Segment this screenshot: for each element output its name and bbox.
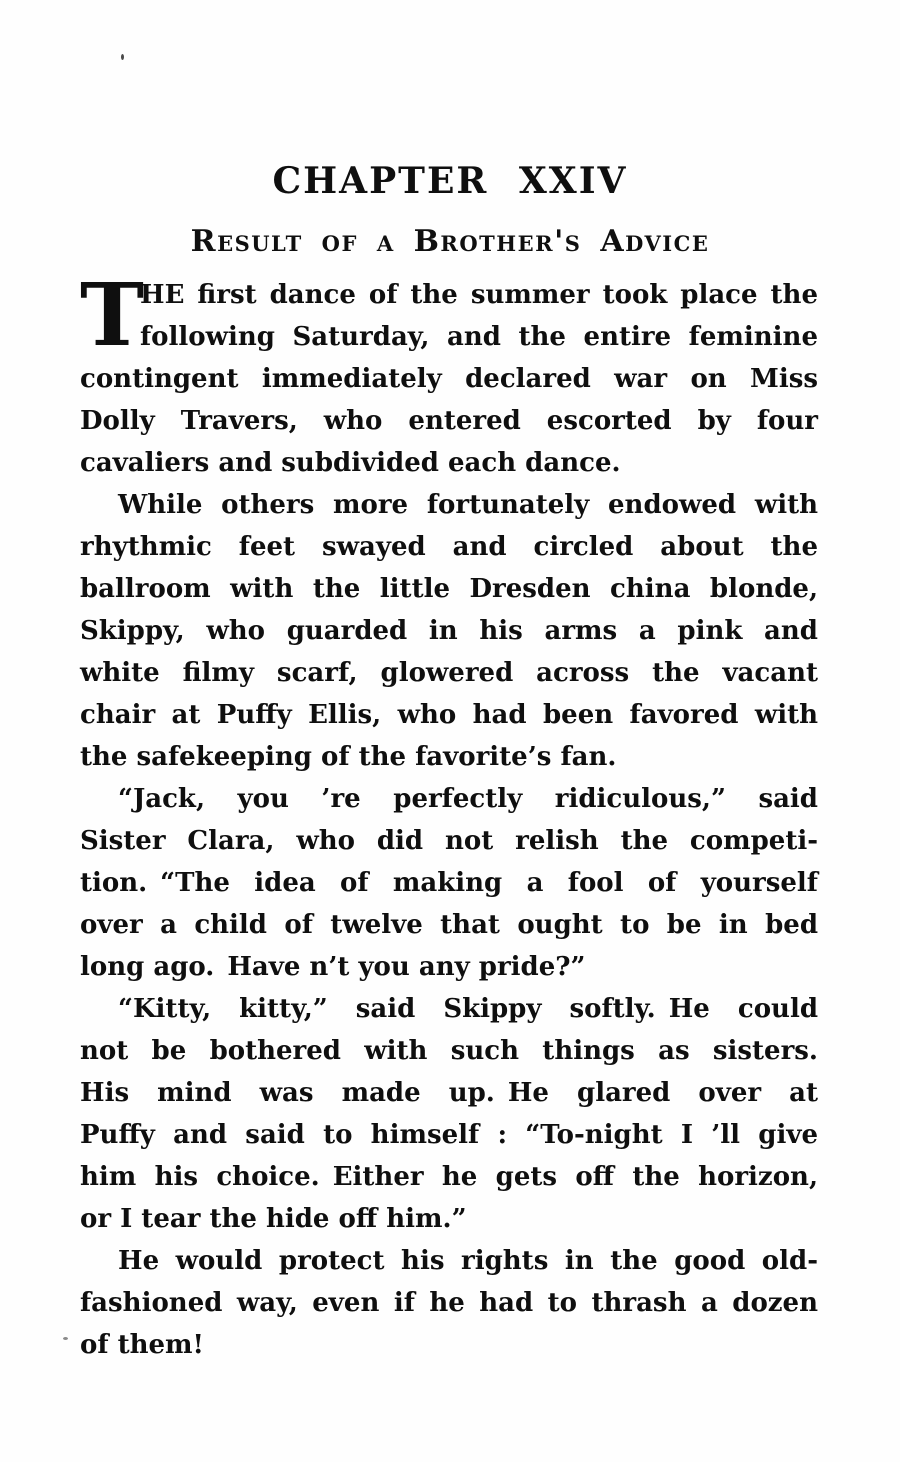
text-line: Skippy, who guarded in his arms a pink and <box>80 616 818 646</box>
text-line: While others more fortunately endowed with <box>118 490 818 520</box>
text-line: HE first dance of the summer took place the <box>140 280 818 310</box>
paragraph-4 <box>80 988 818 1240</box>
text-line: He would protect his rights in the good old- <box>118 1246 818 1276</box>
text-line: chair at Puffy Ellis, who had been favored with <box>80 700 818 730</box>
text-line: white filmy scarf, glowered across the vacant <box>80 658 818 688</box>
text-line: him his choice. Either he gets off the horizon, <box>80 1162 818 1192</box>
text-line: over a child of twelve that ought to be in bed <box>80 910 818 940</box>
text-line: “Kitty, kitty,” said Skippy softly. He could <box>118 994 818 1024</box>
drop-cap: T <box>80 265 144 366</box>
text-line: ballroom with the little Dresden china blonde, <box>80 574 818 604</box>
text-line: not be bothered with such things as sisters. <box>80 1036 818 1066</box>
text-line: cavaliers and subdivided each dance. <box>80 448 621 478</box>
text-line: the safekeeping of the favorite’s fan. <box>80 742 617 772</box>
text-line: or I tear the hide off him.” <box>80 1204 467 1234</box>
body-text <box>80 265 818 1366</box>
text-line: rhythmic feet swayed and circled about the <box>80 532 818 562</box>
text-line: “Jack, you ’re perfectly ridiculous,” said <box>118 784 818 814</box>
text-line: Dolly Travers, who entered escorted by four <box>80 406 818 436</box>
text-line: Puffy and said to himself : “To-night I ’ll give <box>80 1120 818 1150</box>
text-line: following Saturday, and the entire feminine <box>140 322 818 352</box>
chapter-heading: CHAPTER XXIV <box>272 160 628 202</box>
text-line: of them! <box>80 1330 204 1360</box>
paragraph-1 <box>80 265 818 484</box>
text-line: Sister Clara, who did not relish the competi- <box>80 826 818 856</box>
paragraph-5 <box>80 1240 818 1366</box>
paragraph-2 <box>80 484 818 778</box>
text-line: fashioned way, even if he had to thrash a dozen <box>80 1288 818 1318</box>
scan-speck <box>63 1337 68 1340</box>
chapter-subtitle: Result of a Brother's Advice <box>190 224 710 259</box>
text-line: long ago. Have n’t you any pride?” <box>80 952 586 982</box>
text-line: tion. “The idea of making a fool of yourself <box>80 868 818 898</box>
scan-speck <box>121 54 124 60</box>
text-line: His mind was made up. He glared over at <box>80 1078 818 1108</box>
paragraph-3 <box>80 778 818 988</box>
text-line: contingent immediately declared war on Miss <box>80 364 818 394</box>
